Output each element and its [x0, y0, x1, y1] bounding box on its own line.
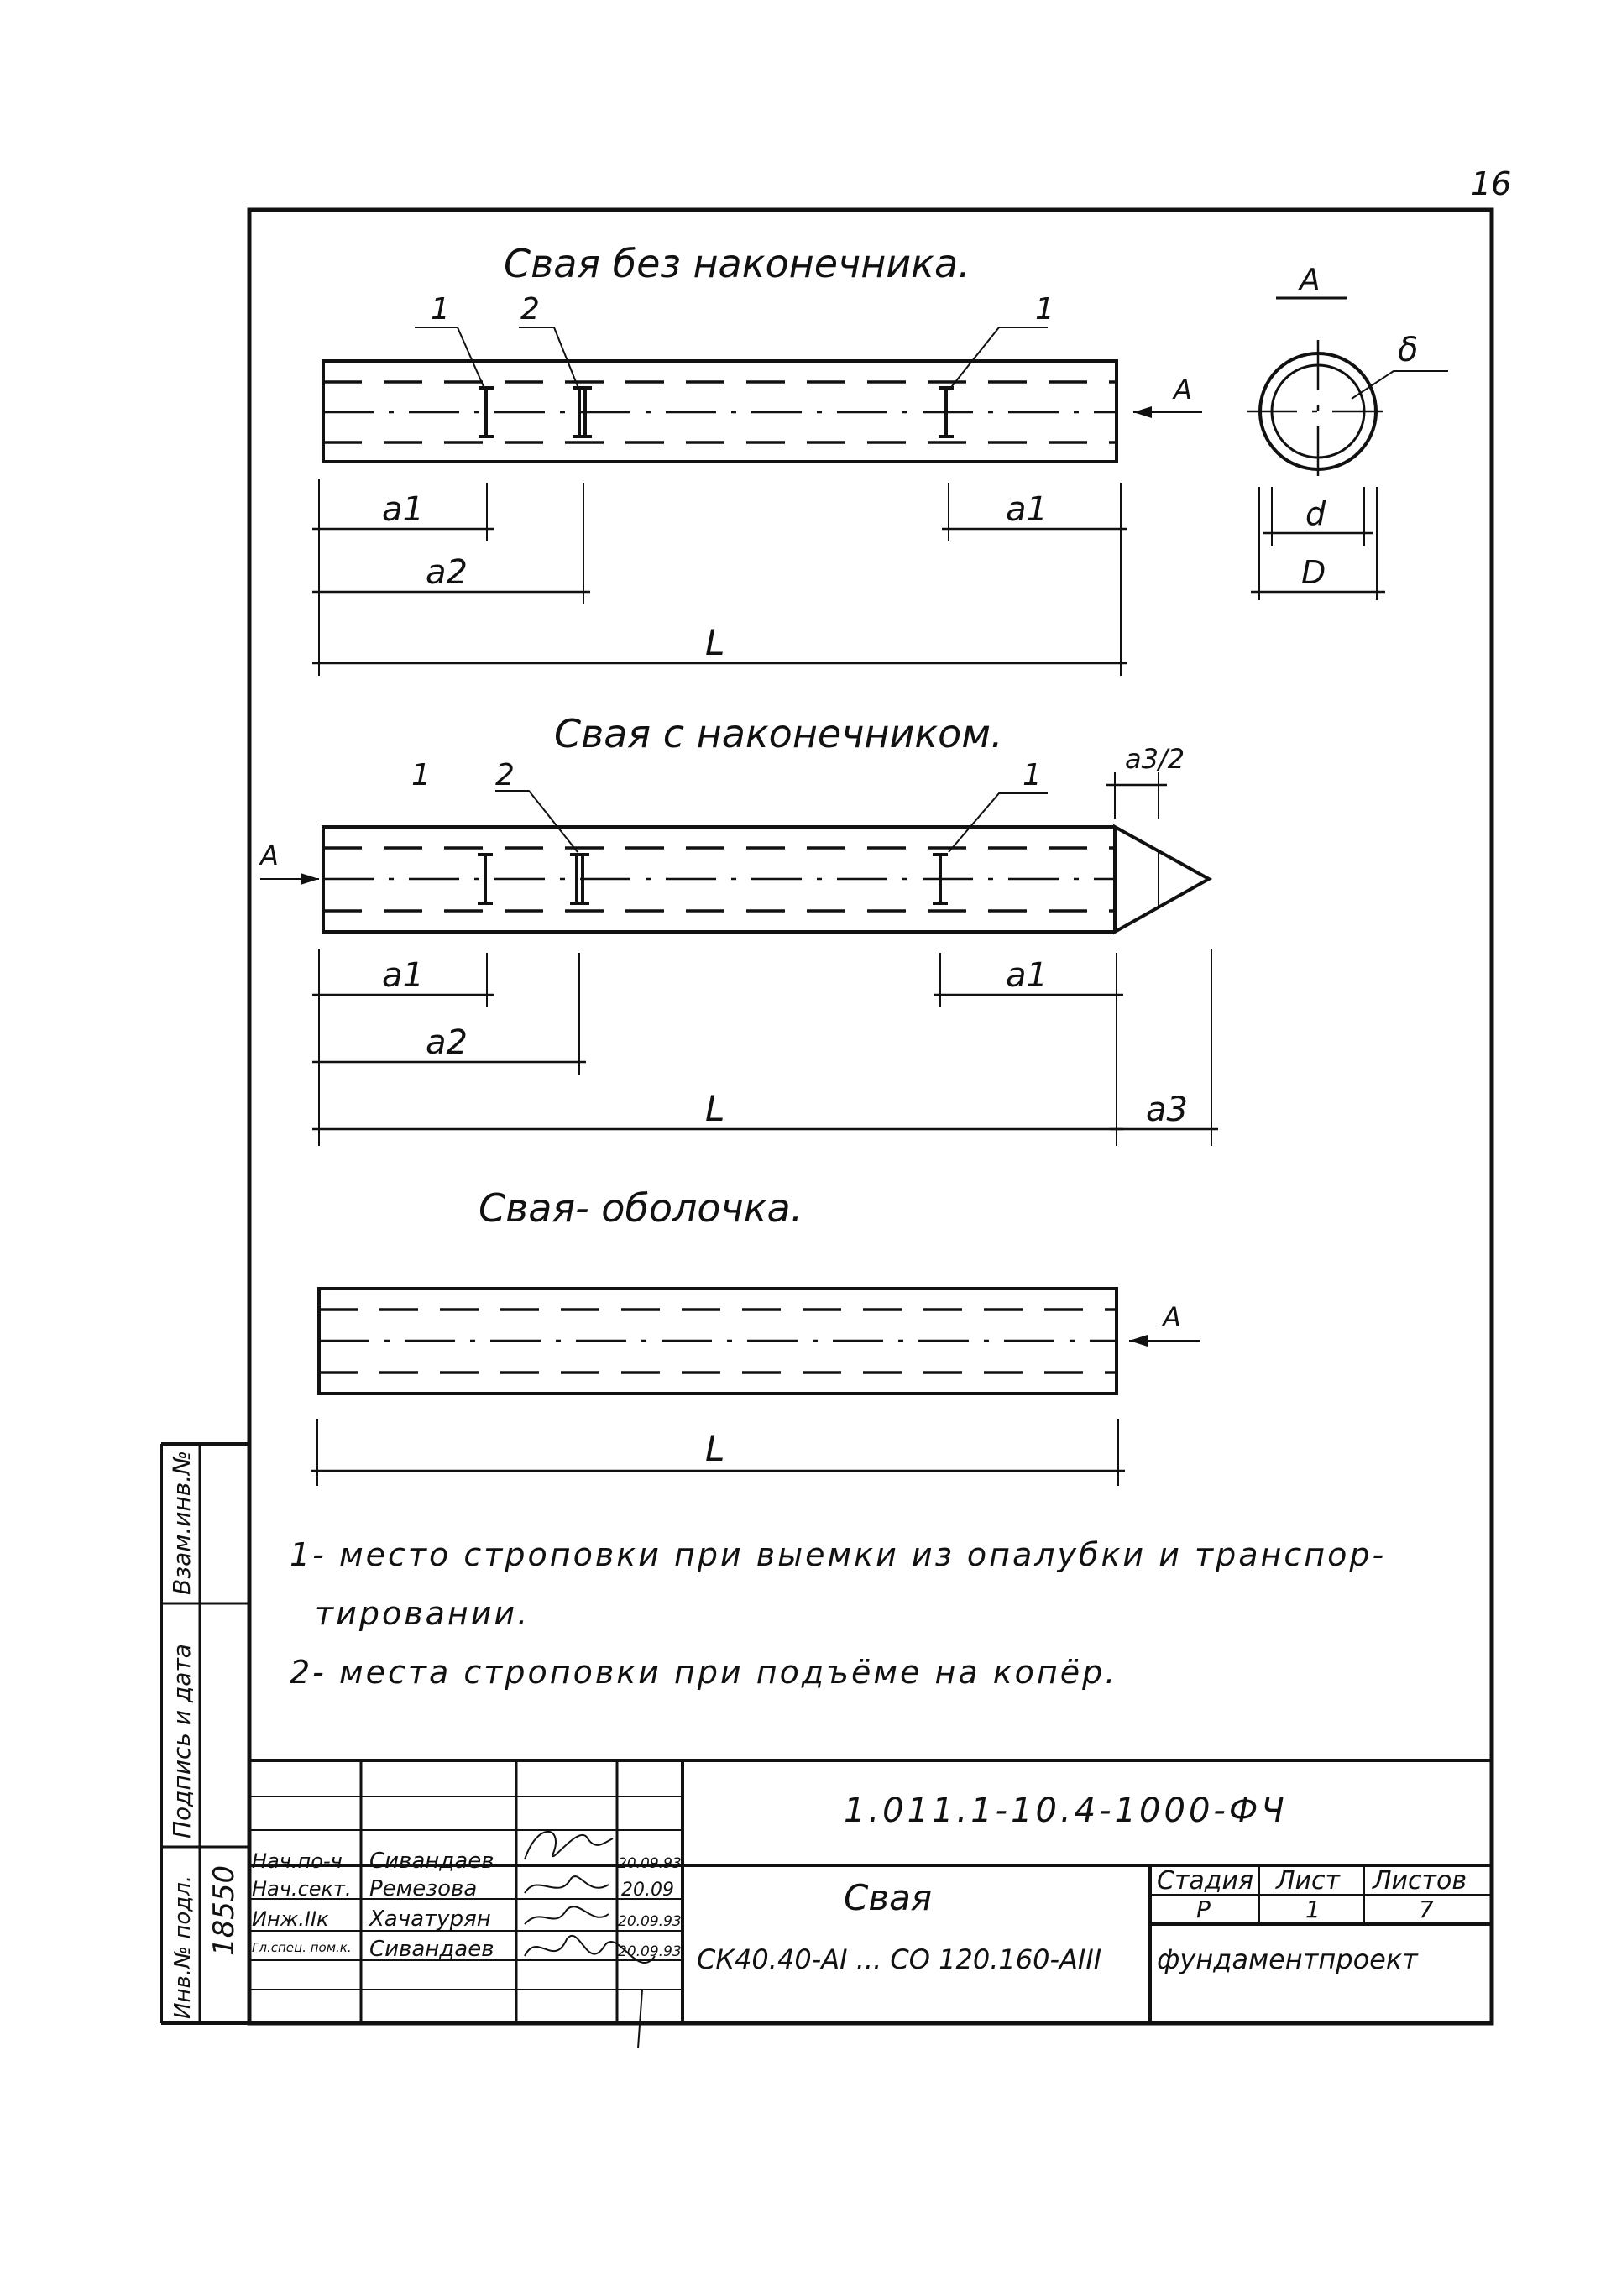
- lifting-mark: [478, 855, 493, 903]
- callout-2: 2: [495, 758, 515, 792]
- dim-a1: a1: [1006, 490, 1048, 529]
- dim-D: D: [1301, 554, 1326, 591]
- note-1-line-2: тировании.: [315, 1595, 531, 1632]
- row-name: Ремезова: [369, 1876, 478, 1901]
- signature-date-label: Подпись и дата: [168, 1644, 196, 1838]
- note-2: 2- места строповки при подъёме на копёр.: [290, 1654, 1118, 1691]
- sheets-value: 7: [1419, 1896, 1434, 1923]
- row-role: Нач.сект.: [252, 1877, 352, 1901]
- dim-a1: a1: [382, 956, 424, 995]
- drawing-1-title: Свая без наконечника.: [504, 241, 970, 286]
- view-arrow-label: A: [260, 839, 279, 871]
- row-name: Сивандаев: [369, 1937, 494, 1962]
- side-stamp: [161, 1444, 249, 2023]
- row-date: 20.09.93: [618, 1943, 682, 1960]
- row-date: 20.09.93: [618, 1855, 682, 1872]
- dim-a2: a2: [426, 1023, 468, 1062]
- section-a: [1247, 263, 1448, 600]
- row-role: Инж.IIк: [252, 1907, 329, 1931]
- delta-label: δ: [1398, 331, 1419, 369]
- section-title: A: [1300, 263, 1321, 297]
- title-block: [249, 1760, 1492, 2048]
- signature: [525, 1906, 609, 1924]
- pile-shell: [311, 1185, 1200, 1486]
- callout-2: 2: [520, 292, 540, 327]
- drawing-2-title: Свая с наконечником.: [554, 711, 1003, 756]
- drawing-subname: СК40.40-АI ... СО 120.160-АIII: [697, 1943, 1102, 1975]
- view-arrow-label: A: [1174, 374, 1192, 405]
- replace-inv-label: Взам.инв.№: [168, 1450, 196, 1595]
- dim-a1: a1: [1006, 956, 1048, 995]
- pile-without-tip: [312, 241, 1202, 676]
- drawing-3-title: Свая- оболочка.: [479, 1185, 803, 1231]
- signature: [525, 1876, 609, 1893]
- stage-value: Р: [1196, 1896, 1211, 1923]
- sheet-value: 1: [1305, 1896, 1321, 1923]
- drawing-code: 1.011.1-10.4-1000-ФЧ: [844, 1791, 1288, 1830]
- page-number: 16: [1471, 165, 1512, 202]
- dim-L: L: [705, 622, 725, 663]
- lifting-mark: [479, 388, 494, 437]
- stage-header: Стадия: [1157, 1866, 1254, 1896]
- inventory-label: Инв.№ подл.: [170, 1875, 196, 2019]
- callout-1: 1: [1035, 292, 1054, 327]
- dim-a3: a3: [1146, 1090, 1188, 1129]
- pile-with-tip: [259, 711, 1218, 1146]
- row-name: Сивандаев: [369, 1849, 494, 1874]
- signature: [525, 1832, 613, 1859]
- callout-1: 1: [411, 758, 431, 792]
- sheet-header: Лист: [1276, 1866, 1341, 1896]
- dim-a2: a2: [426, 553, 468, 592]
- view-arrow-label: A: [1163, 1301, 1181, 1333]
- drawing-name: Свая: [844, 1877, 933, 1918]
- organization: фундаментпроект: [1157, 1943, 1418, 1975]
- row-date: 20.09.93: [618, 1913, 682, 1930]
- dim-d: d: [1305, 495, 1326, 532]
- row-name: Хачатурян: [369, 1906, 491, 1932]
- row-date: 20.09: [621, 1880, 674, 1901]
- notes: [290, 1536, 1386, 1691]
- dim-L: L: [705, 1428, 725, 1469]
- dim-a3-half: a3/2: [1125, 743, 1185, 775]
- row-role: Гл.спец. пом.к.: [252, 1940, 352, 1955]
- dim-a1: a1: [382, 490, 424, 529]
- pile-tip: [1115, 827, 1209, 932]
- row-role: Нач.по-ч: [252, 1849, 343, 1873]
- callout-1: 1: [1023, 758, 1042, 792]
- sheets-header: Листов: [1373, 1866, 1467, 1896]
- inventory-number: 18550: [207, 1865, 241, 1956]
- sheet-frame: [249, 210, 1492, 2023]
- callout-1: 1: [431, 292, 450, 327]
- dim-L: L: [705, 1088, 725, 1129]
- note-1-line-1: 1- место строповки при выемки из опалубки и транспор-: [290, 1536, 1387, 1573]
